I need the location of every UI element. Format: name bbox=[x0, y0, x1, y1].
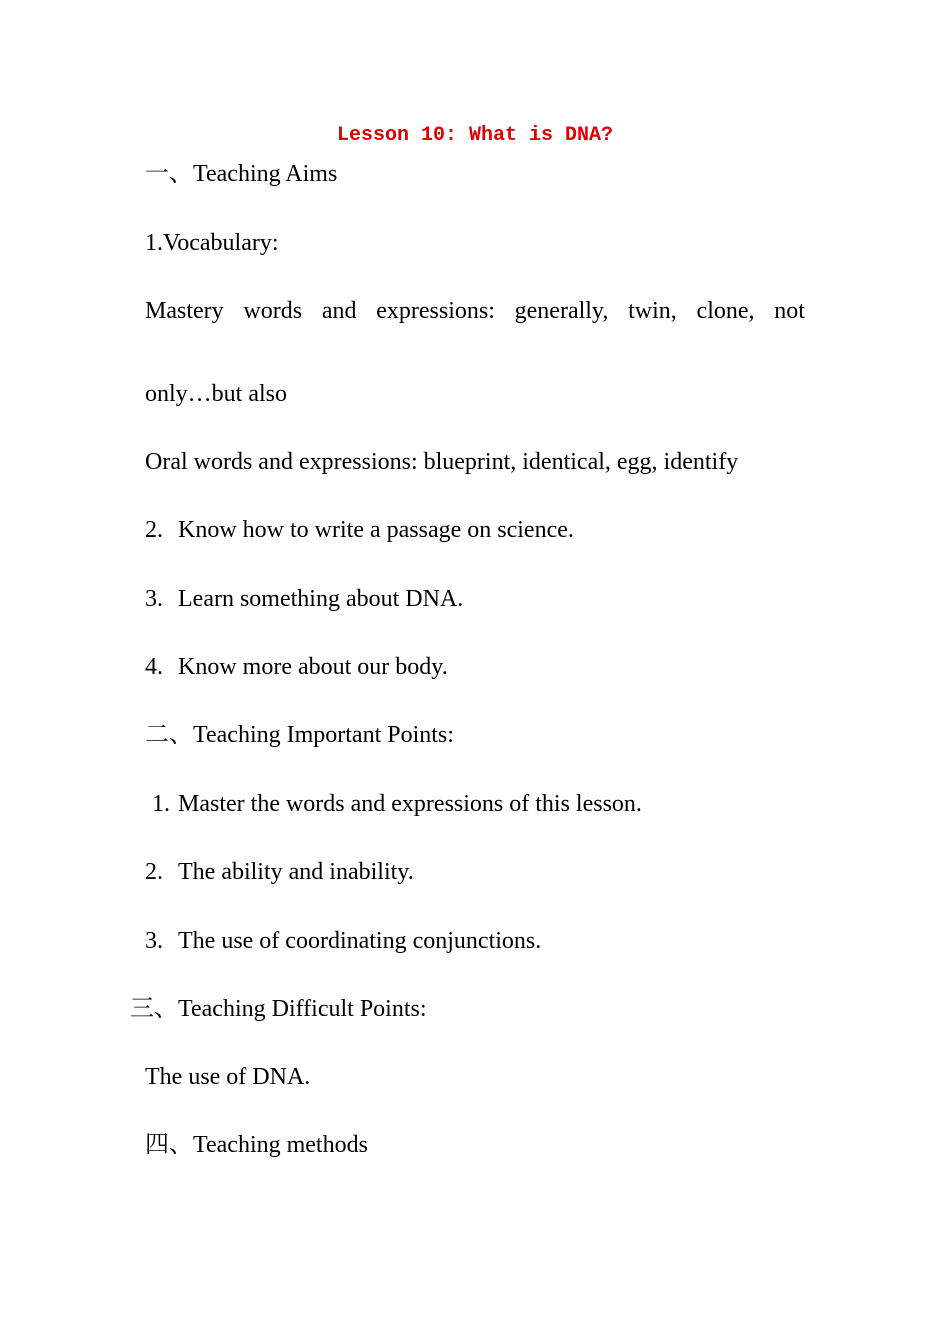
item-text: The ability and inability. bbox=[178, 859, 414, 885]
aims-item bbox=[145, 652, 448, 682]
mastery-word: and bbox=[321, 298, 357, 324]
mastery-word: words bbox=[243, 298, 303, 324]
oral-words-line: Oral words and expressions: blueprint, identical, egg, identify bbox=[145, 449, 739, 475]
item-number: 3. bbox=[145, 928, 163, 954]
section-heading-difficult: 三、Teaching Difficult Points: bbox=[130, 996, 427, 1022]
item-number: 4. bbox=[145, 654, 163, 680]
important-item bbox=[152, 789, 642, 819]
section-heading-aims: 一、Teaching Aims bbox=[145, 161, 338, 187]
item-text: Know more about our body. bbox=[178, 654, 448, 680]
item-text: The use of coordinating conjunctions. bbox=[178, 928, 542, 954]
mastery-continuation: only…but also bbox=[145, 381, 287, 407]
item-text: Know how to write a passage on science. bbox=[178, 517, 574, 543]
mastery-word: Mastery bbox=[145, 298, 224, 324]
mastery-word: not bbox=[774, 298, 805, 324]
difficult-text: The use of DNA. bbox=[145, 1064, 311, 1090]
mastery-word: clone, bbox=[696, 298, 755, 324]
important-item bbox=[145, 926, 541, 956]
item-number: 1. bbox=[152, 791, 170, 817]
item-text: Master the words and expressions of this lesson. bbox=[178, 791, 642, 817]
mastery-words-line bbox=[145, 296, 805, 326]
mastery-word: twin, bbox=[628, 298, 677, 324]
item-text: Learn something about DNA. bbox=[178, 586, 464, 612]
important-item bbox=[145, 857, 414, 887]
section-heading-important: 二、Teaching Important Points: bbox=[145, 722, 454, 748]
item-number: 3. bbox=[145, 586, 163, 612]
mastery-word: expressions: bbox=[376, 298, 495, 324]
item-number: 2. bbox=[145, 859, 163, 885]
section-heading-methods: 四、Teaching methods bbox=[145, 1132, 368, 1158]
lesson-title: Lesson 10: What is DNA? bbox=[336, 124, 614, 147]
aims-item bbox=[145, 515, 574, 545]
item-number: 2. bbox=[145, 517, 163, 543]
vocabulary-label: 1.Vocabulary: bbox=[145, 230, 279, 256]
aims-item bbox=[145, 584, 463, 614]
mastery-word: generally, bbox=[514, 298, 609, 324]
